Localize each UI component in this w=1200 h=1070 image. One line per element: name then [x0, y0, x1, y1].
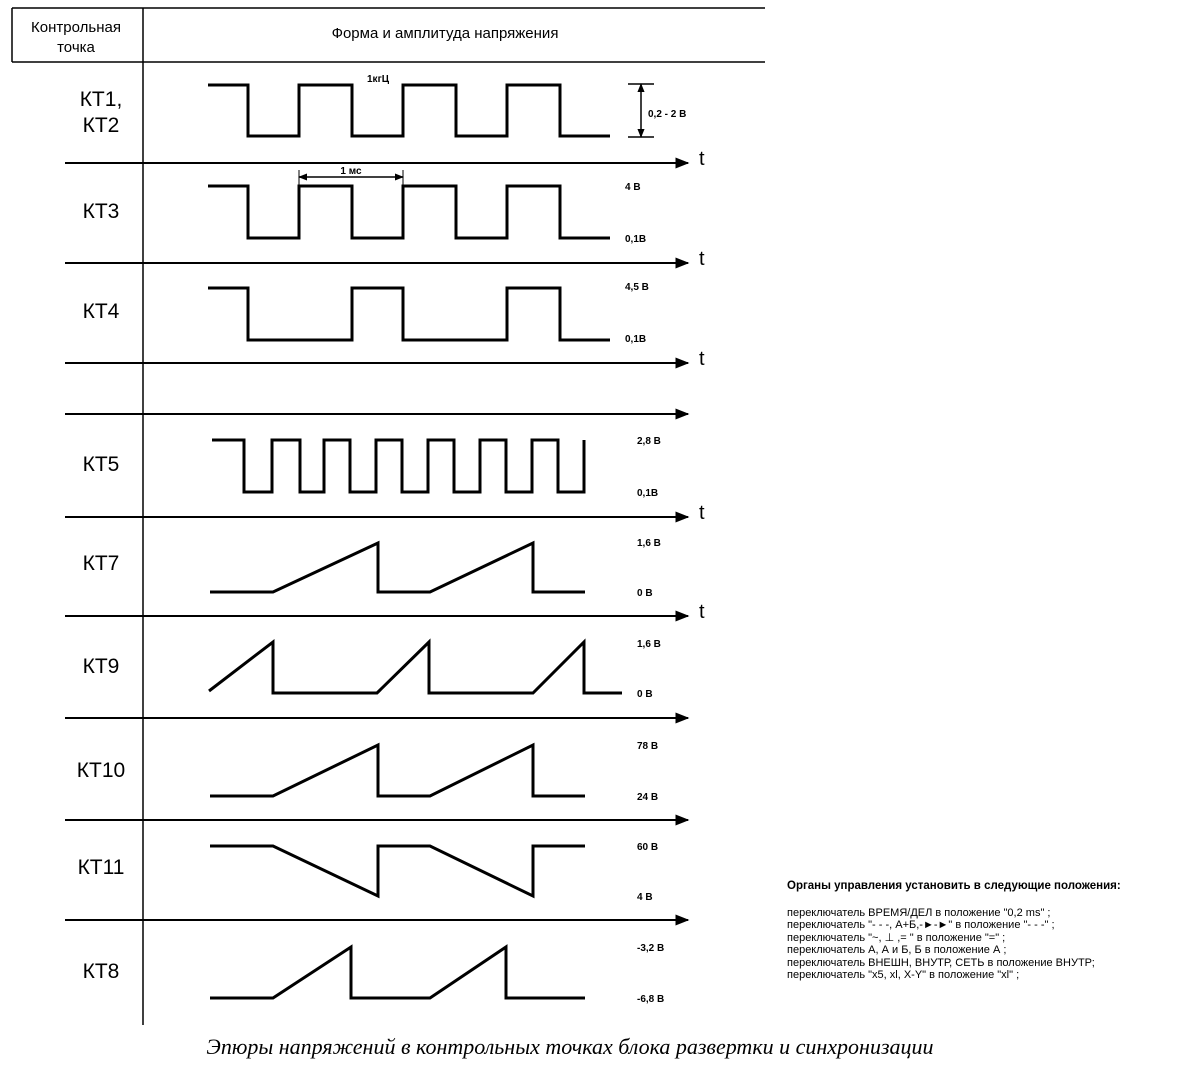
waveform-kt10 — [210, 745, 585, 796]
amplitude-label-kt1: 0,2 - 2 В — [648, 109, 687, 120]
row-label-kt10: КТ10 — [76, 759, 126, 782]
notes-line: переключатель "- - -, А+Б,-►-►" в положение "- - -" ; — [787, 919, 1055, 931]
high-label-kt5: 2,8 В — [637, 436, 661, 447]
header-col2: Форма и амплитуда напряжения — [331, 25, 559, 42]
high-label-kt10: 78 В — [637, 741, 659, 752]
header-col1-line2: точка — [57, 39, 95, 56]
axis-t-kt4: t — [699, 348, 705, 370]
waveform-kt3 — [208, 186, 610, 238]
axis-t-kt5: t — [699, 502, 705, 524]
waveform-kt1 — [208, 85, 610, 136]
period-label-kt3: 1 мс — [340, 166, 362, 177]
low-label-kt8: -6,8 В — [637, 994, 665, 1005]
low-label-kt5: 0,1В — [637, 488, 659, 499]
notes-line: переключатель "~, ⊥ ,= " в положение "=" ; — [787, 931, 1006, 944]
notes-line: переключатель А, А и Б, Б в положение А ; — [787, 944, 1007, 956]
figure-caption: Эпюры напряжений в контрольных точках блока развертки и синхронизации — [206, 1034, 934, 1059]
row-label-kt9: КТ9 — [82, 655, 120, 678]
axis-t-kt3: t — [699, 248, 705, 270]
high-label-kt8: -3,2 В — [637, 943, 665, 954]
low-label-kt3: 0,1В — [625, 234, 647, 245]
notes-line: переключатель ВРЕМЯ/ДЕЛ в положение "0,2 ms" ; — [787, 906, 1051, 919]
high-label-kt7: 1,6 В — [637, 538, 661, 549]
row-label-kt5: КТ5 — [82, 453, 120, 476]
axis-t-kt1: t — [699, 148, 705, 170]
low-label-kt10: 24 В — [637, 792, 659, 803]
row-label-kt7: КТ7 — [82, 552, 120, 575]
notes-line: переключатель ВНЕШН, ВНУТР, СЕТЬ в положение ВНУТР; — [787, 956, 1095, 969]
high-label-kt9: 1,6 В — [637, 639, 661, 650]
waveform-kt4 — [208, 288, 610, 340]
waveform-kt7 — [210, 543, 585, 592]
waveform-kt5 — [212, 440, 584, 492]
row-label-kt4: КТ4 — [82, 300, 120, 323]
axis-t-kt7: t — [699, 601, 705, 623]
high-label-kt11: 60 В — [637, 842, 659, 853]
high-label-kt3: 4 В — [625, 182, 641, 193]
row-label-kt1: КТ1, — [79, 88, 123, 111]
row-label-kt2: КТ2 — [82, 114, 120, 137]
low-label-kt4: 0,1В — [625, 334, 647, 345]
waveform-kt11 — [210, 846, 585, 896]
row-label-kt3: КТ3 — [82, 200, 120, 223]
row-label-kt8: КТ8 — [82, 960, 120, 983]
row-label-kt11: КТ11 — [77, 856, 125, 879]
low-label-kt11: 4 В — [637, 892, 653, 903]
low-label-kt7: 0 В — [637, 588, 653, 599]
waveform-kt8 — [210, 947, 585, 998]
control-settings-notes — [787, 880, 1197, 982]
notes-line: переключатель "х5, хl, Х-Y" в положение "хl" ; — [787, 969, 1020, 981]
high-label-kt4: 4,5 В — [625, 282, 649, 293]
notes-title: Органы управления установить в следующие положения: — [787, 880, 1121, 892]
header-col1-line1: Контрольная — [31, 19, 121, 36]
waveform-kt9 — [209, 642, 622, 693]
freq-label-kt1: 1кгЦ — [367, 74, 390, 85]
low-label-kt9: 0 В — [637, 689, 653, 700]
